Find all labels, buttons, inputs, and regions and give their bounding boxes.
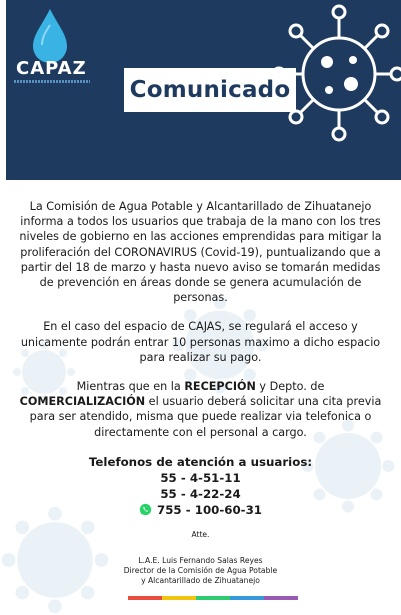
- whatsapp-line[interactable]: [14, 502, 387, 518]
- title-box: [124, 68, 296, 112]
- signature-block: [0, 556, 401, 587]
- phones-heading: Telefonos de atención a usuarios:: [88, 454, 313, 469]
- paragraph-cajas: En el caso del espacio de CAJAS, se regulará el acceso y unicamente podrán entrar 10 personas maximo a dicho espacio para realizar su pago.: [20, 320, 381, 364]
- signer-name: L.A.E. Luis Fernando Salas Reyes: [138, 556, 263, 565]
- highlight-recepcion: RECEPCIÓN: [184, 380, 256, 394]
- closing-atte: Atte.: [191, 530, 210, 539]
- phone-number[interactable]: 55 - 4-22-24: [160, 486, 241, 501]
- page-title: Comunicado: [129, 77, 291, 103]
- whatsapp-icon: [139, 503, 152, 516]
- paragraph-intro: La Comisión de Agua Potable y Alcantarillado de Zihuatanejo informa a todos los usuarios que trabaja de la mano con los tres niveles de gobierno en las acciones emprendidas para mitigar la proliferación del CORONAVIRUS (Covid-19), puntualizando que a partir del 18 de marzo y hasta nuevo aviso se tomarán medidas de prevención en áreas donde se genera acumulación de personas.: [19, 200, 382, 305]
- logo-text: CAPAZ: [16, 58, 87, 79]
- signer-role: y Alcantarillado de Zihuatanejo: [141, 576, 260, 586]
- text-span: Mientras que en la: [76, 380, 185, 394]
- announcement-body: [14, 199, 387, 518]
- footer-color-bar: [128, 596, 298, 600]
- paragraph-recepcion: [14, 379, 387, 440]
- whatsapp-number: 755 - 100-60-31: [157, 502, 262, 517]
- text-span: y Depto. de: [255, 380, 325, 394]
- water-drop-logo-icon: [30, 7, 70, 65]
- highlight-comercializacion: COMERCIALIZACIÓN: [19, 395, 146, 409]
- logo-subtitle-line: [14, 80, 90, 83]
- signer-role: Director de la Comisión de Agua Potable: [123, 566, 278, 576]
- phone-number[interactable]: 55 - 4-51-11: [160, 470, 241, 485]
- text-span: el usuario deberá solicitar una cita previa para ser atendido, misma que puede realizar via telefonica o directamente con el personal a cargo.: [29, 395, 382, 439]
- header-banner: [6, 0, 401, 180]
